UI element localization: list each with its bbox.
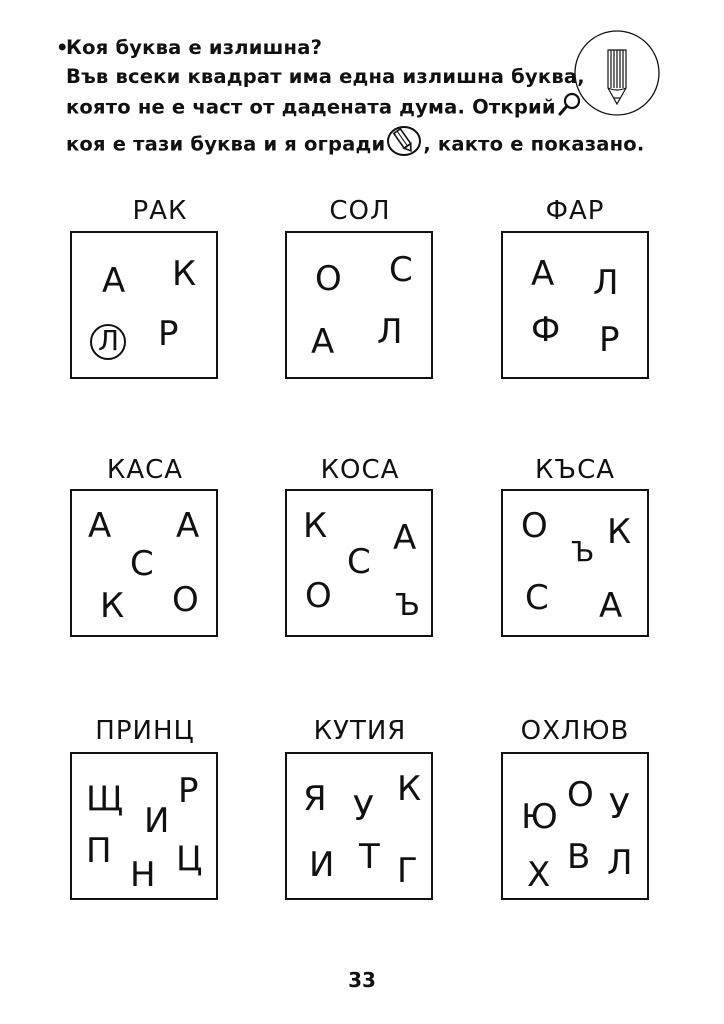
letter-box[interactable] [285, 752, 433, 900]
letter-box[interactable] [285, 489, 433, 637]
letter[interactable]: А [311, 322, 335, 362]
bullet: • [56, 36, 69, 59]
letter-box[interactable] [70, 231, 218, 379]
letter-box[interactable] [285, 231, 433, 379]
instruction-line-4 [66, 125, 645, 165]
letter[interactable]: Ъ [571, 535, 595, 568]
letter[interactable]: Г [397, 851, 418, 891]
letter[interactable]: А [599, 586, 623, 626]
letter[interactable]: Х [527, 855, 551, 895]
instruction-question: Коя буква е излишна? [66, 36, 323, 59]
letter[interactable]: У [609, 787, 630, 827]
letter[interactable]: Щ [86, 779, 124, 819]
word-label: СОЛ [329, 196, 391, 226]
letter[interactable]: В [567, 837, 591, 877]
letter[interactable]: О [172, 580, 199, 620]
letter[interactable]: А [176, 506, 200, 546]
word-label: РАК [132, 196, 188, 226]
instruction-line-4-text: коя е тази буква и я огради [66, 132, 386, 156]
letter[interactable]: Л [593, 263, 619, 303]
letter-box[interactable] [70, 489, 218, 637]
letter[interactable]: Р [158, 314, 179, 354]
letter[interactable]: И [309, 845, 335, 885]
letter[interactable]: О [567, 775, 594, 815]
letter[interactable]: У [353, 789, 374, 829]
word-label: ФАР [545, 196, 605, 226]
letter[interactable]: Л [607, 843, 633, 883]
word-label: ПРИНЦ [95, 716, 195, 746]
letter[interactable]: Т [359, 837, 380, 877]
letter[interactable]: С [389, 250, 413, 290]
letter[interactable]: О [521, 506, 548, 546]
logo-pencils-icon [572, 28, 662, 118]
letter[interactable]: А [393, 518, 417, 558]
letter[interactable]: О [305, 576, 332, 616]
letter[interactable]: Р [178, 771, 199, 811]
letter[interactable]: Ц [176, 839, 203, 879]
letter[interactable]: С [525, 578, 549, 618]
author-logo [572, 28, 662, 118]
letter[interactable]: Р [599, 320, 620, 360]
word-label: КУТИЯ [313, 716, 407, 746]
letter[interactable]: А [102, 261, 126, 301]
letter[interactable]: О [315, 259, 342, 299]
letter-box[interactable] [70, 752, 218, 900]
letter-box[interactable] [501, 231, 649, 379]
letter[interactable]: Ф [531, 310, 561, 350]
letter[interactable]: С [130, 544, 154, 584]
letter[interactable]: П [86, 831, 112, 871]
instruction-line-2: Във всеки квадрат има една излишна буква, [66, 65, 585, 88]
letter[interactable]: С [347, 542, 371, 582]
pencil-circle-icon [386, 125, 422, 165]
instruction-line-3-text: която не е част от дадената дума. Открий [66, 95, 556, 119]
letter[interactable]: К [100, 586, 125, 626]
instructions [56, 33, 645, 165]
circled-letter[interactable]: Л [98, 324, 120, 357]
word-label: КЪСА [534, 455, 616, 485]
letter[interactable]: К [607, 512, 632, 552]
letter[interactable]: А [88, 506, 112, 546]
letter[interactable]: Л [377, 312, 403, 352]
word-label: КОСА [320, 455, 400, 485]
letter[interactable]: К [303, 506, 328, 546]
letter-box[interactable] [501, 489, 649, 637]
letter[interactable]: А [531, 254, 555, 294]
word-label: ОХЛЮВ [520, 716, 630, 746]
letter[interactable]: Ю [521, 797, 558, 837]
letter[interactable]: И [144, 801, 170, 841]
word-label: КАСА [106, 455, 184, 485]
letter[interactable]: К [172, 254, 197, 294]
instruction-line-1 [56, 33, 626, 62]
letter-box[interactable] [501, 752, 649, 900]
page-number: 33 [348, 968, 376, 992]
instruction-line-3 [66, 91, 626, 125]
instruction-line-4-end: , както е показано. [423, 132, 645, 156]
letter[interactable]: Н [130, 855, 156, 895]
letter[interactable]: Я [303, 779, 327, 819]
letter[interactable]: К [397, 769, 422, 809]
letter[interactable]: Ъ [395, 588, 420, 623]
